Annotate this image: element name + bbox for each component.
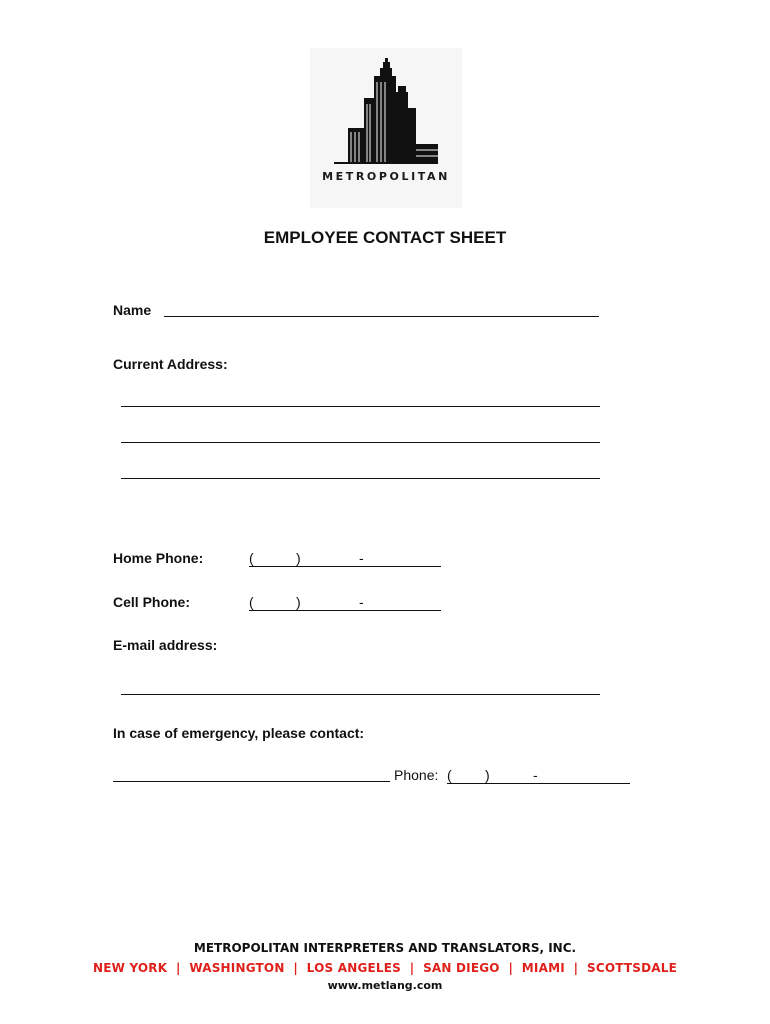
footer-office-cities: NEW YORK | WASHINGTON | LOS ANGELES | SAN DIEGO | MIAMI | SCOTTSDALE xyxy=(92,961,678,975)
cell-phone-label: Cell Phone: xyxy=(113,594,191,610)
emergency-phone-underline xyxy=(447,783,630,784)
address-line-3-field[interactable] xyxy=(121,478,600,479)
address-line-1-field[interactable] xyxy=(121,406,600,407)
skyscraper-logo-icon xyxy=(310,48,462,168)
home-phone-open-paren: ( xyxy=(249,550,254,566)
emergency-phone-close-paren: ) xyxy=(485,767,490,783)
cell-phone-field[interactable] xyxy=(249,594,441,612)
emergency-phone-dash: - xyxy=(533,767,538,783)
emergency-phone-open-paren: ( xyxy=(447,767,452,783)
logo-wordmark: METROPOLITAN xyxy=(322,170,450,183)
page-title: EMPLOYEE CONTACT SHEET xyxy=(263,228,507,247)
footer-website-link[interactable]: www.metlang.com xyxy=(327,979,443,992)
emergency-contact-label: In case of emergency, please contact: xyxy=(113,725,365,741)
cell-phone-underline xyxy=(249,610,441,611)
address-label: Current Address: xyxy=(113,356,228,372)
home-phone-dash: - xyxy=(359,550,364,566)
name-field[interactable] xyxy=(164,316,599,317)
cell-phone-close-paren: ) xyxy=(296,594,301,610)
email-label: E-mail address: xyxy=(113,637,218,653)
cell-phone-open-paren: ( xyxy=(249,594,254,610)
home-phone-label: Home Phone: xyxy=(113,550,204,566)
company-logo xyxy=(310,48,462,208)
emergency-phone-field[interactable] xyxy=(447,767,630,785)
home-phone-field[interactable] xyxy=(249,550,441,568)
address-line-2-field[interactable] xyxy=(121,442,600,443)
emergency-phone-label: Phone: xyxy=(394,767,439,783)
home-phone-underline xyxy=(249,566,441,567)
cell-phone-dash: - xyxy=(359,594,364,610)
email-field[interactable] xyxy=(121,694,600,695)
name-label: Name xyxy=(113,302,152,318)
emergency-contact-name-field[interactable] xyxy=(113,781,390,782)
home-phone-close-paren: ) xyxy=(296,550,301,566)
footer-company-name: METROPOLITAN INTERPRETERS AND TRANSLATORS, INC. xyxy=(193,941,577,955)
